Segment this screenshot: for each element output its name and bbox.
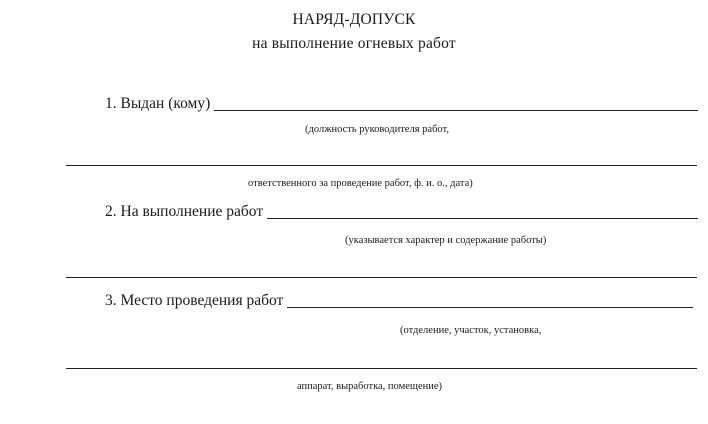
field-work-to-perform-input-line[interactable] <box>267 204 698 219</box>
field-issued-to-label: 1. Выдан (кому) <box>105 95 211 112</box>
field-work-location-continuation-line[interactable] <box>66 368 697 369</box>
field-issued-to-input-line[interactable] <box>214 96 698 111</box>
field-work-to-perform-continuation-line[interactable] <box>66 277 697 278</box>
field-work-location-label: 3. Место проведения работ <box>105 292 284 309</box>
field-work-to-perform-caption: (указывается характер и содержание работы) <box>345 235 547 246</box>
field-issued-to-continuation-line[interactable] <box>66 165 697 166</box>
field-issued-to-caption-1: (должность руководителя работ, <box>305 124 449 135</box>
field-issued-to-caption-2: ответственного за проведение работ, ф. и. о., дата) <box>248 178 473 189</box>
field-work-to-perform-label: 2. На выполнение работ <box>105 203 264 220</box>
field-work-to-perform <box>105 203 698 221</box>
document-subtitle: на выполнение огневых работ <box>252 35 456 52</box>
document-title: НАРЯД-ДОПУСК <box>292 11 416 28</box>
field-work-location-input-line[interactable] <box>287 293 693 308</box>
field-issued-to <box>105 95 698 113</box>
field-work-location <box>105 292 693 310</box>
field-work-location-caption-1: (отделение, участок, установка, <box>400 325 542 336</box>
field-work-location-caption-2: аппарат, выработка, помещение) <box>297 381 443 392</box>
